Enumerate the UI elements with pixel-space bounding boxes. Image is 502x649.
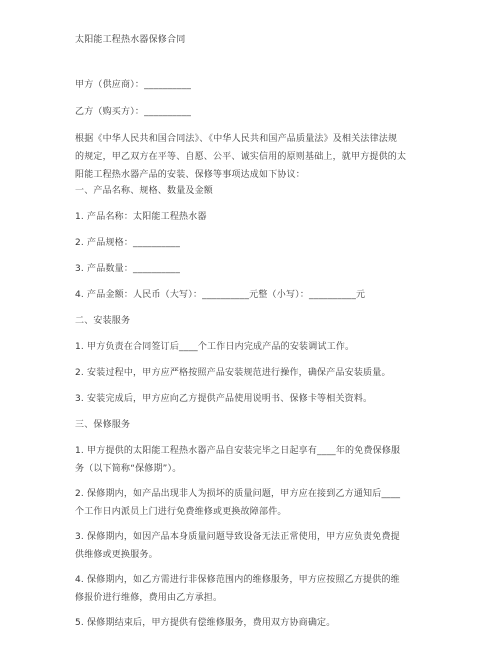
- section3-item-4: [75, 571, 427, 607]
- section1-item-qty: 3. 产品数量：__________: [75, 264, 181, 274]
- section2-item-1: 1. 甲方负责在合同签订后____个工作日内完成产品的安装调试工作。: [75, 342, 355, 352]
- section3-item-1-line: 务（以下简称“保修期”）。: [75, 464, 182, 474]
- section3-item-3: [75, 528, 427, 564]
- section2-item-3: 3. 安装完成后，甲方应向乙方提供产品使用说明书、保修卡等相关资料。: [75, 394, 373, 404]
- intro-line: 根据《中华人民共和国合同法》、《中华人民共和国产品质量法》及相关法律法规: [75, 134, 398, 144]
- section3-item-1-line: 1. 甲方提供的太阳能工程热水器产品自安装完毕之日起享有____年的免费保修服: [75, 446, 401, 456]
- section3-item-3-line: 供维修或更换服务。: [75, 550, 158, 560]
- section2-item-2: 2. 安装过程中，甲方应严格按照产品安装规范进行操作，确保产品安装质量。: [75, 368, 391, 378]
- section3-item-5: [75, 614, 427, 632]
- section1-item-spec: 2. 产品规格：__________: [75, 238, 181, 248]
- section1-item-name: 1. 产品名称：太阳能工程热水器: [75, 212, 207, 222]
- section3-heading: 三、保修服务: [75, 420, 131, 430]
- section3-item-3-line: 3. 保修期内，如因产品本身质量问题导致设备无法正常使用，甲方应负责免费提: [75, 532, 400, 542]
- section3-item-2: [75, 485, 427, 521]
- section1-heading: 一、产品名称、规格、数量及金额: [75, 186, 214, 196]
- section3-item-4-line: 4. 保修期内，如乙方需进行非保修范围内的维修服务，甲方应按照乙方提供的维: [75, 575, 400, 585]
- section3-item-4-line: 修报价进行维修，费用由乙方承担。: [75, 593, 223, 603]
- party-b-line: 乙方（购买方）：__________: [75, 107, 192, 117]
- section3-item-2-line: 个工作日内派员上门进行免费维修或更换故障部件。: [75, 507, 287, 517]
- section1-item-amount: 4. 产品金额：人民币（大写）：__________元整（小写）：__________元: [75, 290, 366, 300]
- section2-heading: 二、安装服务: [75, 316, 131, 326]
- section3-item-5-line: 5. 保修期结束后，甲方提供有偿维修服务，费用双方协商确定。: [75, 618, 336, 628]
- intro-line: 的规定，甲乙双方在平等、自愿、公平、诚实信用的原则基础上，就甲方提供的太: [75, 152, 407, 162]
- intro-paragraph: [75, 130, 427, 184]
- party-a-line: 甲方（供应商）：__________: [75, 80, 192, 90]
- intro-line: 阳能工程热水器产品的安装、保修等事项达成如下协议：: [75, 170, 306, 180]
- section3-item-1: [75, 442, 427, 478]
- document-title: 太阳能工程热水器保修合同: [75, 35, 186, 45]
- section3-item-2-line: 2. 保修期内，如产品出现非人为损坏的质量问题，甲方应在接到乙方通知后____: [75, 489, 401, 499]
